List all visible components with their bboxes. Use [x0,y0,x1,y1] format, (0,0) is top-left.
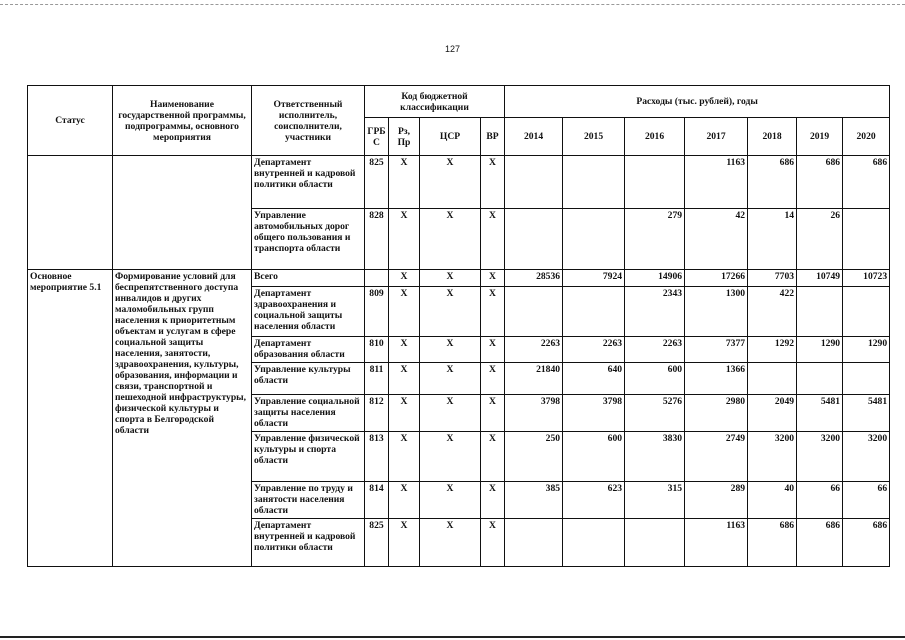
value-cell: 385 [505,482,563,519]
value-cell: 1290 [843,337,890,363]
csr-cell: X [420,209,481,270]
header-status: Статус [28,86,113,156]
vr-cell: X [481,482,505,519]
value-cell: 686 [748,519,797,567]
value-cell: 2263 [563,337,625,363]
value-cell: 5276 [625,395,685,432]
csr-cell: X [420,363,481,395]
value-cell: 600 [625,363,685,395]
value-cell: 2049 [748,395,797,432]
value-cell [563,519,625,567]
value-cell [797,363,843,395]
rzpr-cell: X [389,432,420,482]
value-cell: 686 [843,519,890,567]
grbs-cell: 825 [365,519,389,567]
rzpr-cell: X [389,287,420,337]
header-year: 2020 [843,118,890,156]
grbs-cell: 814 [365,482,389,519]
value-cell: 600 [563,432,625,482]
header-vr: ВР [481,118,505,156]
header-expenses: Расходы (тыс. рублей), годы [505,86,890,118]
table-row-total [28,270,890,287]
value-cell: 1366 [685,363,748,395]
vr-cell: X [481,432,505,482]
value-cell: 7924 [563,270,625,287]
value-cell: 1163 [685,519,748,567]
value-cell: 623 [563,482,625,519]
value-cell: 686 [748,156,797,209]
value-cell [563,209,625,270]
rzpr-cell: X [389,156,420,209]
value-cell: 10723 [843,270,890,287]
header-grbs: ГРБ С [365,118,389,156]
value-cell: 640 [563,363,625,395]
csr-cell: X [420,519,481,567]
executor-cell: Управление автомобильных дорог общего пользования и транспорта области [252,209,365,270]
value-cell: 10749 [797,270,843,287]
value-cell [843,363,890,395]
executor-cell: Департамент внутренней и кадровой политики области [252,519,365,567]
vr-cell: X [481,156,505,209]
executor-cell: Всего [252,270,365,287]
value-cell: 1292 [748,337,797,363]
vr-cell: X [481,270,505,287]
csr-cell: X [420,287,481,337]
vr-cell: X [481,209,505,270]
value-cell: 3830 [625,432,685,482]
budget-table [27,85,890,567]
value-cell: 21840 [505,363,563,395]
value-cell: 3200 [843,432,890,482]
grbs-cell: 809 [365,287,389,337]
value-cell [505,287,563,337]
value-cell: 686 [797,519,843,567]
header-year: 2019 [797,118,843,156]
status-cell [28,156,113,270]
value-cell: 289 [685,482,748,519]
vr-cell: X [481,287,505,337]
value-cell: 686 [843,156,890,209]
value-cell: 3200 [748,432,797,482]
value-cell: 2980 [685,395,748,432]
header-csr: ЦСР [420,118,481,156]
value-cell: 7703 [748,270,797,287]
rzpr-cell: X [389,337,420,363]
csr-cell: X [420,482,481,519]
executor-cell: Департамент внутренней и кадровой политики области [252,156,365,209]
value-cell: 1163 [685,156,748,209]
value-cell [625,519,685,567]
value-cell: 42 [685,209,748,270]
name-cell [113,156,252,270]
csr-cell: X [420,156,481,209]
value-cell: 2263 [625,337,685,363]
page-number: 127 [444,44,461,54]
rzpr-cell: X [389,270,420,287]
grbs-cell: 828 [365,209,389,270]
header-rzpr: Рз, Пр [389,118,420,156]
rzpr-cell: X [389,482,420,519]
header-year: 2014 [505,118,563,156]
value-cell [843,287,890,337]
executor-cell: Управление социальной защиты населения области [252,395,365,432]
grbs-cell [365,270,389,287]
value-cell: 40 [748,482,797,519]
value-cell [748,363,797,395]
vr-cell: X [481,519,505,567]
value-cell: 3798 [563,395,625,432]
value-cell [843,209,890,270]
value-cell: 14 [748,209,797,270]
value-cell: 315 [625,482,685,519]
csr-cell: X [420,395,481,432]
executor-cell: Управление по труду и занятости населения области [252,482,365,519]
header-budget-code: Код бюджетной классификации [365,86,505,118]
value-cell: 2263 [505,337,563,363]
event-name: Формирование условий для беспрепятственного доступа инвалидов и других маломобильных групп населения к приоритетным объектам и услугам в сфере социальной защиты населения, занятости, здравоохранения, культуры, образования, информации и связи, транспортной и пешеходной инфраструктуры, физической культуры и спорта в Белгородской области [113,270,252,567]
grbs-cell: 810 [365,337,389,363]
value-cell: 2343 [625,287,685,337]
value-cell: 250 [505,432,563,482]
value-cell: 66 [797,482,843,519]
executor-cell: Департамент образования области [252,337,365,363]
rzpr-cell: X [389,395,420,432]
rzpr-cell: X [389,519,420,567]
page-top-edge [0,4,905,6]
page-bottom-edge [0,636,905,638]
executor-cell: Управление физической культуры и спорта области [252,432,365,482]
value-cell: 279 [625,209,685,270]
csr-cell: X [420,432,481,482]
value-cell: 17266 [685,270,748,287]
rzpr-cell: X [389,363,420,395]
value-cell: 3200 [797,432,843,482]
value-cell: 26 [797,209,843,270]
executor-cell: Управление культуры области [252,363,365,395]
value-cell: 5481 [797,395,843,432]
grbs-cell: 811 [365,363,389,395]
value-cell [625,156,685,209]
vr-cell: X [481,363,505,395]
value-cell: 686 [797,156,843,209]
header-year: 2017 [685,118,748,156]
value-cell [505,209,563,270]
value-cell: 28536 [505,270,563,287]
value-cell: 5481 [843,395,890,432]
grbs-cell: 812 [365,395,389,432]
vr-cell: X [481,337,505,363]
header-name: Наименование государственной программы, подпрограммы, основного мероприятия [113,86,252,156]
vr-cell: X [481,395,505,432]
value-cell: 1290 [797,337,843,363]
executor-cell: Департамент здравоохранения и социальной защиты населения области [252,287,365,337]
value-cell [505,519,563,567]
value-cell: 14906 [625,270,685,287]
value-cell: 7377 [685,337,748,363]
value-cell: 66 [843,482,890,519]
grbs-cell: 825 [365,156,389,209]
header-year: 2016 [625,118,685,156]
value-cell: 2749 [685,432,748,482]
header-year: 2018 [748,118,797,156]
rzpr-cell: X [389,209,420,270]
header-year: 2015 [563,118,625,156]
value-cell: 3798 [505,395,563,432]
csr-cell: X [420,337,481,363]
table-row [28,156,890,209]
value-cell [505,156,563,209]
event-status: Основное мероприятие 5.1 [28,270,113,567]
value-cell: 422 [748,287,797,337]
value-cell [563,287,625,337]
value-cell: 1300 [685,287,748,337]
grbs-cell: 813 [365,432,389,482]
value-cell [797,287,843,337]
header-executor: Ответственный исполнитель, соисполнители, участники [252,86,365,156]
value-cell [563,156,625,209]
csr-cell: X [420,270,481,287]
